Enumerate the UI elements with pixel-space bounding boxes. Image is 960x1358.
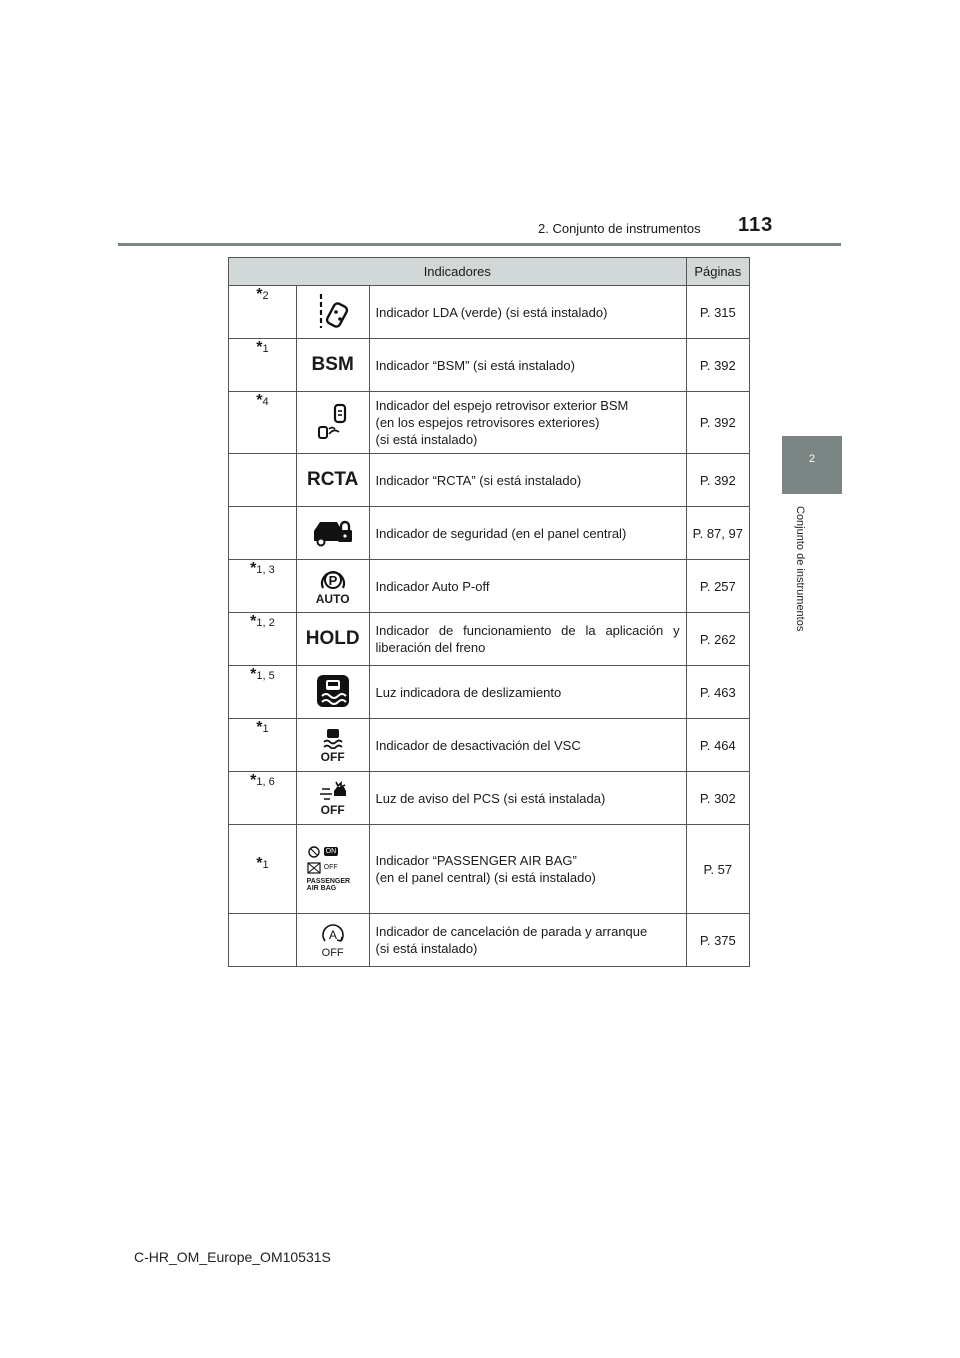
airbag-on-badge: ON	[325, 848, 337, 855]
hold-icon: HOLD	[305, 628, 360, 649]
bsm-icon: BSM	[311, 354, 354, 375]
airbag-label-line2: AIR BAG	[306, 884, 337, 892]
indicator-description: Luz indicadora de deslizamiento	[369, 666, 686, 719]
off-label: OFF	[320, 749, 345, 764]
table-row	[229, 454, 750, 507]
footnote-ref: 1	[262, 343, 269, 355]
svg-text:A: A	[328, 927, 337, 942]
document-code: C-HR_OM_Europe_OM10531S	[134, 1249, 331, 1265]
chapter-tab	[782, 436, 842, 494]
footnote-ref: 1, 2	[256, 617, 275, 629]
airbag-off-label: OFF	[323, 864, 338, 871]
page-number: 113	[738, 214, 774, 236]
footnote-ref: 1, 6	[256, 776, 275, 788]
page-ref: P. 392	[686, 339, 749, 392]
stop-start-off-icon	[320, 922, 346, 959]
footnote-ref: 4	[262, 396, 269, 408]
collision-icon	[318, 780, 348, 802]
page-ref: P. 315	[686, 286, 749, 339]
page-ref: P. 87, 97	[686, 507, 749, 560]
page-ref: P. 57	[686, 825, 749, 914]
car-skid-icon	[321, 727, 345, 749]
indicator-description: Indicador de desactivación del VSC	[369, 719, 686, 772]
off-label: OFF	[321, 946, 344, 959]
security-lock-icon	[311, 517, 355, 547]
page-ref: P. 392	[686, 392, 749, 454]
slip-indicator-icon	[316, 674, 350, 708]
p-circle-icon	[315, 567, 351, 593]
indicator-description: Luz de aviso del PCS (si está instalada)	[369, 772, 686, 825]
table-row: *4 Indicador del espejo retrovisor exterior BSM (en los espejos retrovisores exteriores) (si está instalado) P. 392	[229, 392, 750, 454]
indicator-description: Indicador “PASSENGER AIR BAG” (en el panel central) (si está instalado)	[369, 825, 686, 914]
indicator-description: Indicador Auto P-off	[369, 560, 686, 613]
footnote-ref: 1	[262, 859, 269, 871]
page-ref: P. 375	[686, 914, 749, 967]
page-ref: P. 392	[686, 454, 749, 507]
footnote-ref: 1, 5	[256, 670, 275, 682]
indicator-description: Indicador “RCTA” (si está instalado)	[369, 454, 686, 507]
col-pages: Páginas	[686, 258, 749, 286]
table-row: *1 BSM Indicador “BSM” (si está instalado) P. 392	[229, 339, 750, 392]
auto-label: AUTO	[315, 591, 350, 606]
a-circle-arrow-icon	[320, 922, 346, 946]
svg-text:P: P	[328, 572, 337, 588]
indicator-table	[228, 257, 750, 967]
indicator-description: Indicador de seguridad (en el panel central)	[369, 507, 686, 560]
airbag-label-line1: PASSENGER	[306, 877, 351, 885]
table-row: *1, 5 Luz indicadora de deslizamiento P. 463	[229, 666, 750, 719]
page-ref: P. 302	[686, 772, 749, 825]
footnote-ref: 1	[262, 723, 269, 735]
footnote-ref: 2	[262, 290, 269, 302]
indicator-description: Indicador de funcionamiento de la aplicación y liberación del freno	[369, 613, 686, 666]
seat-airbag-icon	[307, 846, 321, 858]
chapter-number: 2	[808, 453, 816, 465]
vsc-off-icon	[321, 727, 345, 763]
table-row	[229, 914, 750, 967]
chapter-label: Conjunto de instrumentos	[794, 506, 806, 632]
table-row: *2 Indicador LDA (verde) (si está instalado) P. 315	[229, 286, 750, 339]
section-title: 2. Conjunto de instrumentos	[538, 221, 701, 236]
page-ref: P. 257	[686, 560, 749, 613]
rcta-icon: RCTA	[306, 469, 359, 490]
page-ref: P. 464	[686, 719, 749, 772]
pcs-warning-icon	[318, 780, 348, 816]
table-row: *1, 2 HOLD Indicador de funcionamiento de la aplicación y liberación del freno P. 262	[229, 613, 750, 666]
table-row: *1, 6 OFF Luz de aviso del PCS (si está instalada) P. 302	[229, 772, 750, 825]
table-row: *1 ON OFF PASSENGER AIR BAG Indicador “PASSENGER AIR BAG” (en el panel central) (si está instalado) P. 57	[229, 825, 750, 914]
table-row: *1 OFF Indicador de desactivación del VSC P. 464	[229, 719, 750, 772]
indicator-description: Indicador LDA (verde) (si está instalado)	[369, 286, 686, 339]
header-rule	[118, 243, 841, 246]
page-ref: P. 463	[686, 666, 749, 719]
lda-icon	[313, 292, 353, 330]
seat-airbag-off-icon	[307, 862, 321, 874]
bsm-mirror-icon	[313, 401, 353, 441]
auto-p-off-icon	[315, 567, 351, 605]
table-row: *1, 3 P AUTO Indicador Auto P-off P. 257	[229, 560, 750, 613]
passenger-airbag-icon	[307, 846, 359, 892]
indicator-description: Indicador de cancelación de parada y arranque (si está instalado)	[369, 914, 686, 967]
indicator-description: Indicador del espejo retrovisor exterior BSM (en los espejos retrovisores exteriores) (si está instalado)	[369, 392, 686, 454]
page-ref: P. 262	[686, 613, 749, 666]
table-row	[229, 507, 750, 560]
off-label: OFF	[320, 802, 345, 817]
footnote-ref: 1, 3	[256, 564, 275, 576]
col-indicators: Indicadores	[229, 258, 687, 286]
indicator-description: Indicador “BSM” (si está instalado)	[369, 339, 686, 392]
